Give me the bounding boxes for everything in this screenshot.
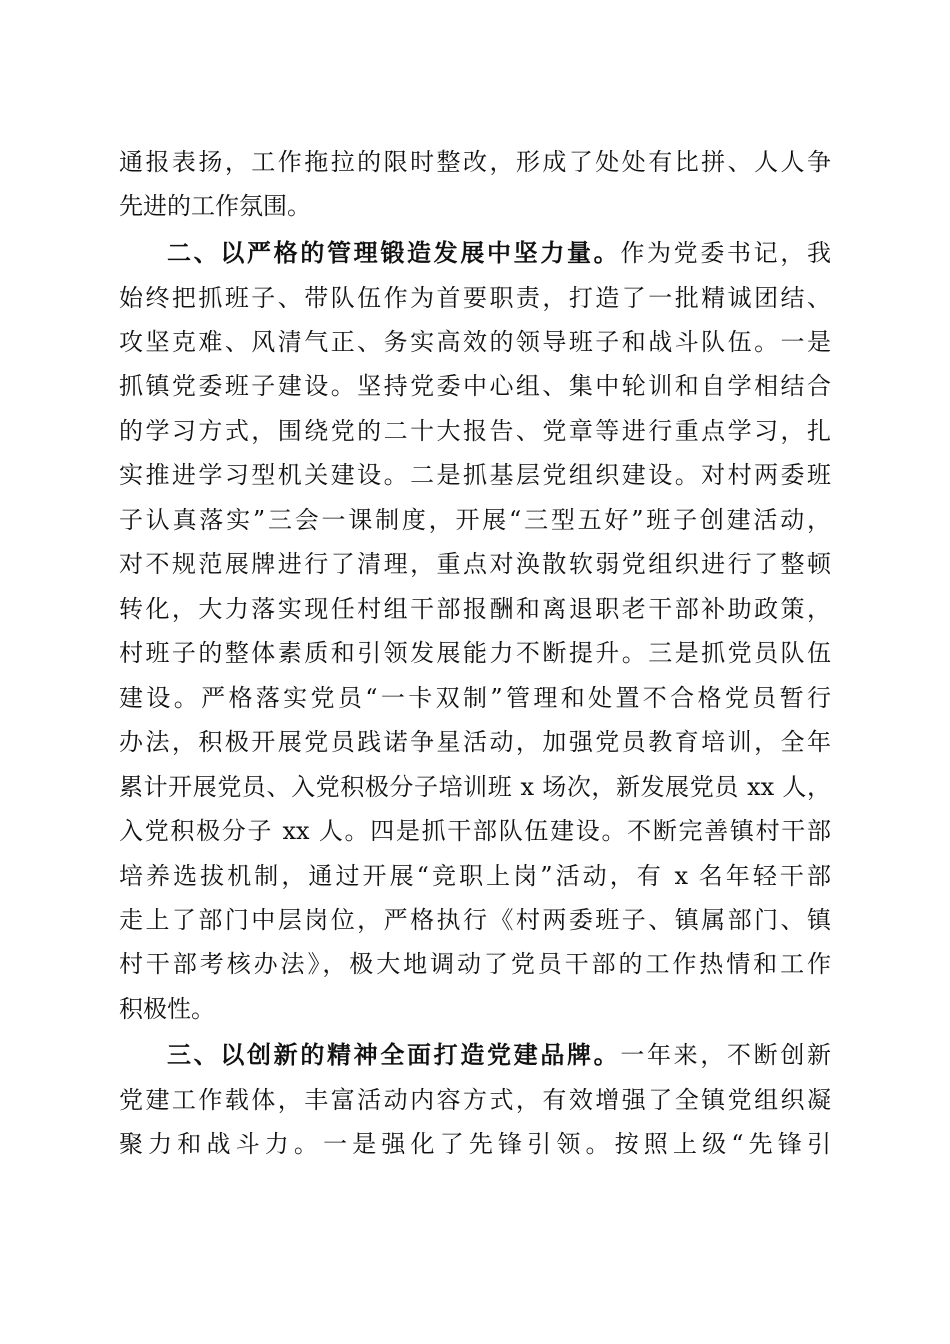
text-line: 攻坚克难、风清气正、务实高效的领导班子和战斗队伍。一是 <box>119 328 831 356</box>
text-line: 党建工作载体，丰富活动内容方式，有效增强了全镇党组织凝 <box>119 1086 831 1114</box>
text-line: 村干部考核办法》，极大地调动了党员干部的工作热情和工作 <box>119 950 831 978</box>
text-line: 子认真落实”三会一课制度，开展“三型五好”班子创建活动， <box>119 506 831 534</box>
text-line: 积极性。 <box>119 995 215 1023</box>
text-line: 始终把抓班子、带队伍作为首要职责，打造了一批精诚团结、 <box>119 284 831 312</box>
section-line <box>167 231 831 275</box>
text-line: 建设。严格落实党员“一卡双制”管理和处置不合格党员暂行 <box>119 684 831 712</box>
text-line: 走上了部门中层岗位，严格执行《村两委班子、镇属部门、镇 <box>119 906 831 934</box>
text-line: 累计开展党员、入党积极分子培训班 x 场次，新发展党员 xx 人， <box>119 773 831 801</box>
text-line: 聚力和战斗力。一是强化了先锋引领。按照上级“先锋引 <box>119 1130 831 1158</box>
text-line: 培养选拔机制，通过开展“竞职上岗”活动，有 x 名年轻干部 <box>119 862 831 890</box>
section-heading-2: 二、以严格的管理锻造发展中坚力量。 <box>167 239 621 267</box>
section-heading-3: 三、以创新的精神全面打造党建品牌。 <box>167 1041 621 1069</box>
text-line: 入党积极分子 xx 人。四是抓干部队伍建设。不断完善镇村干部 <box>119 817 831 845</box>
text-line: 的学习方式，围绕党的二十大报告、党章等进行重点学习，扎 <box>119 417 831 445</box>
text-line: 作为党委书记，我 <box>620 239 831 267</box>
text-line: 先进的工作氛围。 <box>119 192 311 220</box>
text-line: 办法，积极开展党员践诺争星活动，加强党员教育培训，全年 <box>119 728 831 756</box>
text-line: 抓镇党委班子建设。坚持党委中心组、集中轮训和自学相结合 <box>119 372 831 400</box>
text-line: 实推进学习型机关建设。二是抓基层党组织建设。对村两委班 <box>119 461 831 489</box>
text-line: 对不规范展牌进行了清理，重点对涣散软弱党组织进行了整顿 <box>119 550 831 578</box>
text-line: 村班子的整体素质和引领发展能力不断提升。三是抓党员队伍 <box>119 639 831 667</box>
section-line <box>167 1033 831 1077</box>
text-line: 一年来，不断创新 <box>620 1041 831 1069</box>
text-line: 转化，大力落实现任村组干部报酬和离退职老干部补助政策， <box>119 595 831 623</box>
text-line: 通报表扬，工作拖拉的限时整改，形成了处处有比拼、人人争 <box>119 148 831 176</box>
